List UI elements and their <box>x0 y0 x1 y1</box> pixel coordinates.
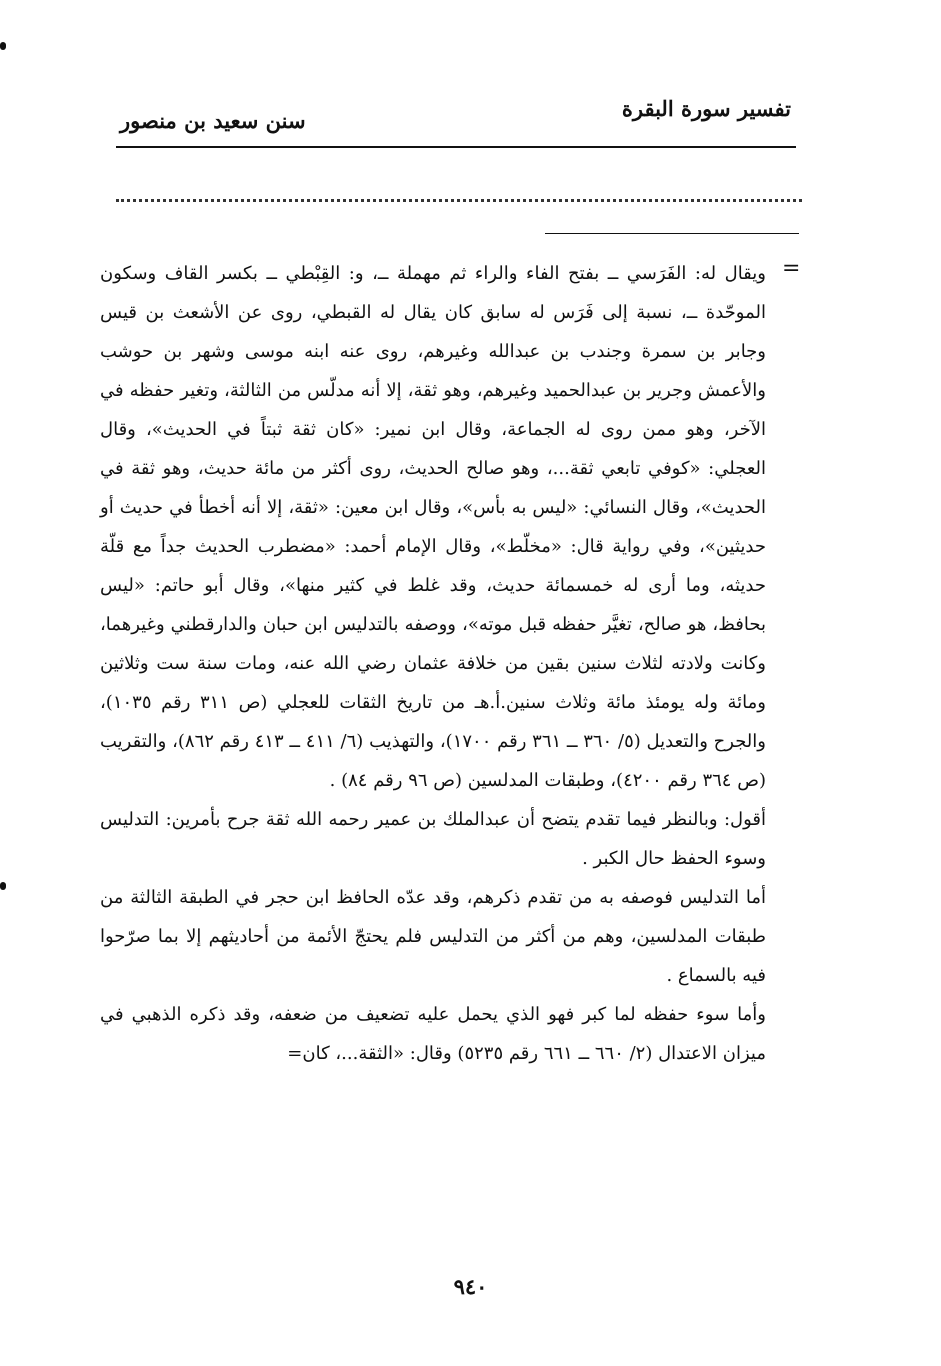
scan-artifact-dot <box>0 882 6 890</box>
running-head-surah-title: تفسير سورة البقرة <box>621 96 791 121</box>
page-number: ٩٤٠ <box>453 1274 488 1299</box>
header-rule <box>116 146 796 148</box>
footnote-paragraph-memory: وأما سوء حفظه لما كبر فهو الذي يحمل عليه تضعيف من ضعفه، وقد ذكره الذهبي في ميزان الاعتدال (٢/ ٦٦٠ ــ ٦٦١ رقم ٥٢٣٥) وقال: «الثقة...، كان= <box>100 1004 766 1064</box>
dotted-separator <box>116 199 802 202</box>
footnote-paragraph-narrator-bio: ويقال له: الفَرَسي ــ بفتح الفاء والراء ثم مهملة ــ، و: القِبْطي ــ بكسر القاف وسكون الموحّدة ــ، نسبة إلى فَرَس له سابق كان يقال له القبطي، روى عن الأشعث بن قيس وجابر بن سمرة وجندب بن عبدالله وغيرهم، روى عنه ابنه موسى وشهر بن حوشب والأعمش وجرير بن عبدالحميد وغيرهم، وهو ثقة، إلا أنه مدلّس من الثالثة، وتغير حفظه في الآخر، وهو ممن روى له الجماعة، وقال ابن نمير: «كان ثقة ثبتاً في الحديث»، وقال العجلي: «كوفي تابعي ثقة...، وهو صالح الحديث، روى أكثر من مائة حديث، وهو ثقة في الحديث»، وقال النسائي: «ليس به بأس»، وقال ابن معين: «ثقة، إلا أنه أخطأ في حديث أو حديثين»، وفي رواية قال: «مخلّط»، وقال الإمام أحمد: «مضطرب الحديث جداً مع قلّة حديثه، وما أرى له خمسمائة حديث، وقد غلط في كثير منها»، وقال أبو حاتم: «ليس بحافظ، هو صالح، تغيَّر حفظه قبل موته»، ووصفه بالتدليس ابن حبان والدارقطني وغيرهما، وكانت ولادته لثلاث سنين بقين من خلافة عثمان رضي الله عنه، ومات سنة ست وثلاثين ومائة وله يومئذ مائة وثلاث سنين.أ.هـ من تاريخ الثقات للعجلي (ص ٣١١ رقم ١٠٣٥)، والجرح والتعديل (٥/ ٣٦٠ ــ ٣٦١ رقم ١٧٠٠)، والتهذيب (٦/ ٤١١ ــ ٤١٣ رقم ٨٦٢)، والتقريب (ص ٣٦٤ رقم ٤٢٠٠)، وطبقات المدلسين (ص ٩٦ رقم ٨٤) . <box>100 263 767 791</box>
scan-artifact-dot <box>0 42 6 50</box>
footnote-continuation-mark: = <box>782 256 801 281</box>
footnote-body <box>100 254 766 1073</box>
footnote-paragraph-conclusion: أقول: وبالنظر فيما تقدم يتضح أن عبدالملك بن عمير رحمه الله ثقة جرح بأمرين: التدليس وسوء الحفظ حال الكبر . <box>100 809 766 869</box>
footnote-separator-rule <box>545 233 799 234</box>
running-head-book-title: سنن سعيد بن منصور <box>120 108 306 133</box>
footnote-paragraph-tadlis: أما التدليس فوصفه به من تقدم ذكرهم، وقد عدّه الحافظ ابن حجر في الطبقة الثالثة من طبقات المدلسين، وهم من أكثر من التدليس فلم يحتجّ الأئمة من أحاديثهم إلا بما صرّحوا فيه بالسماع . <box>100 887 766 986</box>
